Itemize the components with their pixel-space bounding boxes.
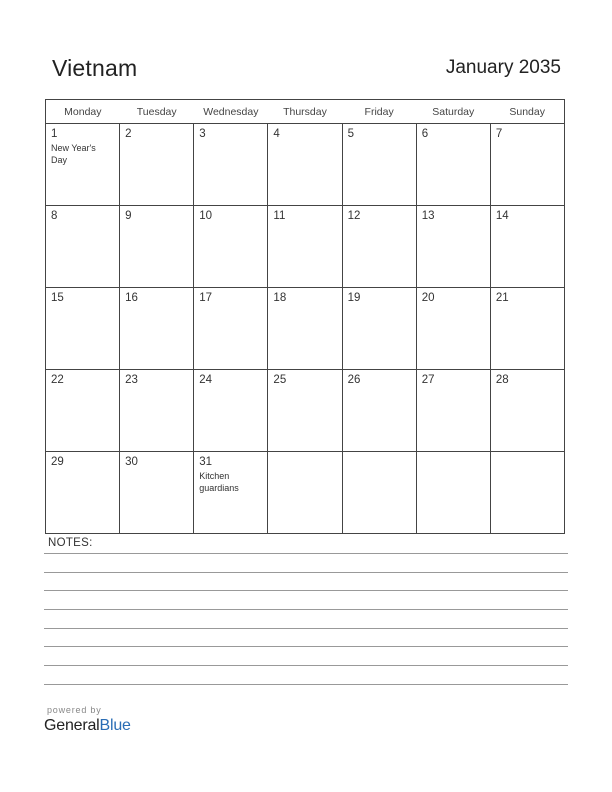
day-cell — [490, 206, 564, 288]
day-cell — [46, 452, 120, 534]
day-number: 13 — [421, 210, 435, 222]
day-cell — [416, 452, 490, 534]
month-year-title: January 2035 — [445, 57, 561, 78]
day-number: 29 — [51, 456, 64, 468]
week-row — [46, 370, 565, 452]
day-cell — [342, 288, 416, 370]
day-cell — [120, 452, 194, 534]
day-cell — [120, 124, 194, 206]
brand-general-text: General — [44, 717, 100, 734]
day-number: 18 — [273, 292, 287, 304]
day-cell — [268, 206, 342, 288]
notes-label: NOTES: — [48, 537, 93, 549]
day-number: 23 — [125, 374, 138, 386]
calendar-grid — [45, 99, 565, 534]
day-number: 20 — [421, 292, 435, 304]
day-cell — [46, 288, 120, 370]
day-cell — [416, 370, 490, 452]
day-cell — [416, 206, 490, 288]
day-cell — [342, 452, 416, 534]
day-number: 7 — [495, 128, 503, 140]
note-line — [44, 646, 568, 647]
weekday-header: Saturday — [416, 100, 490, 124]
note-line — [44, 572, 568, 573]
weekday-header: Thursday — [268, 100, 342, 124]
day-cell — [120, 288, 194, 370]
day-cell — [490, 370, 564, 452]
day-cell — [268, 370, 342, 452]
note-line — [44, 684, 568, 685]
day-number: 25 — [273, 374, 287, 386]
day-cell — [194, 124, 268, 206]
weekday-header: Sunday — [490, 100, 564, 124]
day-cell — [490, 288, 564, 370]
day-cell — [490, 124, 564, 206]
brand-blue-text: Blue — [99, 717, 131, 734]
holiday-label: New Year's Day — [51, 143, 96, 165]
day-number: 28 — [495, 374, 509, 386]
day-number: 11 — [273, 210, 286, 222]
week-row — [46, 124, 565, 206]
powered-by-text: powered by — [47, 705, 102, 715]
day-cell — [194, 288, 268, 370]
note-line — [44, 553, 568, 554]
day-cell — [342, 206, 416, 288]
day-number: 27 — [421, 374, 435, 386]
day-number: 22 — [51, 374, 64, 386]
day-cell — [120, 206, 194, 288]
day-number: 17 — [199, 292, 213, 304]
day-cell — [268, 124, 342, 206]
day-cell — [490, 452, 564, 534]
day-number: 4 — [273, 128, 280, 140]
note-line — [44, 590, 568, 591]
day-number: 8 — [51, 210, 58, 222]
day-number: 31 — [199, 456, 213, 468]
day-number: 10 — [199, 210, 213, 222]
week-row — [46, 206, 565, 288]
weekday-header: Friday — [342, 100, 416, 124]
day-cell — [46, 206, 120, 288]
weekday-header: Wednesday — [194, 100, 268, 124]
day-cell — [342, 370, 416, 452]
weekday-header: Tuesday — [120, 100, 194, 124]
day-number: 1 — [51, 128, 58, 140]
day-cell — [46, 124, 120, 206]
day-number: 9 — [125, 210, 132, 222]
day-number: 12 — [347, 210, 361, 222]
note-line — [44, 628, 568, 629]
day-number: 14 — [495, 210, 509, 222]
day-number: 2 — [125, 128, 132, 140]
day-cell — [416, 124, 490, 206]
day-cell — [268, 288, 342, 370]
day-number: 16 — [125, 292, 138, 304]
day-number: 5 — [347, 128, 354, 140]
country-title: Vietnam — [52, 55, 138, 81]
day-cell — [268, 452, 342, 534]
day-cell — [342, 124, 416, 206]
week-row — [46, 452, 565, 534]
note-line — [44, 609, 568, 610]
day-cell — [194, 206, 268, 288]
generalblue-logo[interactable] — [44, 717, 131, 735]
day-cell — [194, 452, 268, 534]
day-number: 24 — [199, 374, 213, 386]
weekday-header-row — [46, 100, 565, 124]
day-number: 21 — [495, 292, 509, 304]
day-number: 26 — [347, 374, 361, 386]
day-cell — [120, 370, 194, 452]
day-cell — [416, 288, 490, 370]
day-cell — [194, 370, 268, 452]
day-number: 3 — [199, 128, 206, 140]
day-number: 15 — [51, 292, 64, 304]
day-number: 6 — [421, 128, 429, 140]
note-line — [44, 665, 568, 666]
holiday-label: Kitchen guardians — [199, 471, 239, 493]
day-cell — [46, 370, 120, 452]
week-row — [46, 288, 565, 370]
day-number: 30 — [125, 456, 138, 468]
day-number: 19 — [347, 292, 361, 304]
weekday-header: Monday — [46, 100, 120, 124]
